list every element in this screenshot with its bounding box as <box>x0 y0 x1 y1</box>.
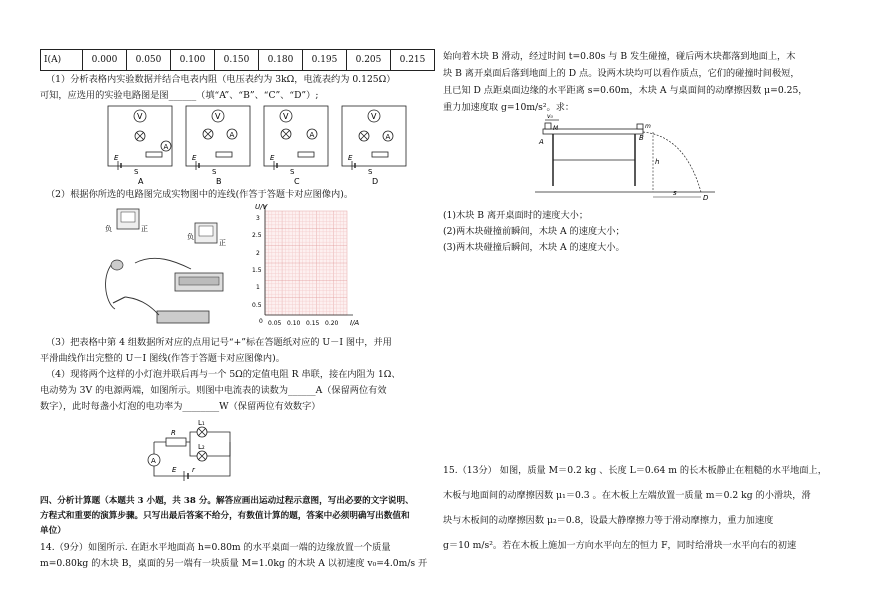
q15-line4: g＝10 m/s²。若在木板上施加一方向水平向左的恒力 F，同时给滑块一水平向右的初速 <box>443 540 797 551</box>
x-tick: 0.20 <box>325 320 339 327</box>
section4-line3: 单位） <box>40 526 66 536</box>
q14-line1: 14.（9分）如图所示. 在距水平地面高 h=0.80m 的水平桌面一端的边缘放置一个质量 <box>40 542 391 553</box>
svg-text:A: A <box>163 143 169 151</box>
q1-line2: 可知，应选用的实验电路图是图______（填“A”、“B”、“C”、“D”）; <box>40 90 319 101</box>
q14-sub3: (3)两木块碰撞后瞬间，木块 A 的速度大小。 <box>443 242 625 253</box>
section4-line1: 四、分析计算题（本题共 3 小题，共 38 分。解答应画出运动过程示意图，写出必要的文字说明、 <box>40 496 414 506</box>
q14-sub2: (2)两木块碰撞前瞬间，木块 A 的速度大小； <box>443 226 625 237</box>
circuit-a <box>108 106 172 176</box>
neg-label-2: 负 <box>187 233 194 241</box>
q14-cont-line4: 重力加速度取 g=10m/s²。求： <box>443 102 575 113</box>
small-circuit <box>140 420 250 488</box>
fig-m: m <box>645 123 651 130</box>
q14-line2: m=0.80kg 的木块 B，桌面的另一端有一块质量 M=1.0kg 的木块 A 以初速度 v₀=4.0m/s 开 <box>40 558 428 569</box>
fig-D: D <box>703 194 709 202</box>
q4-line1: （4）现将两个这样的小灯泡并联后再与一个 5Ω的定值电阻 R 串联，接在内阻为 1Ω、 <box>46 369 401 380</box>
table-cell: 0.205 <box>347 50 391 71</box>
q4-line2: 电动势为 3V 的电源两端，如图所示。则图中电流表的读数为______A（保留两位有效 <box>40 385 387 396</box>
svg-text:S: S <box>368 168 373 176</box>
label-r: R <box>171 429 176 437</box>
circuit-c <box>264 106 328 176</box>
data-table <box>40 49 435 71</box>
x-tick: 0.15 <box>306 320 320 327</box>
svg-text:V: V <box>137 112 143 121</box>
y-tick: 2 <box>256 250 260 257</box>
q14-cont-line3: 且已知 D 点距桌面边缘的水平距离 s=0.60m，木块 A 与桌面间的动摩擦因数 μ=0.25， <box>443 85 808 96</box>
svg-text:A: A <box>385 133 391 141</box>
q15-line2: 木板与地面间的动摩擦因数 μ₁＝0.3 。在木板上左端放置一质量 m＝0.2 kg 的小滑块，滑 <box>443 490 811 501</box>
q3-line1: （3）把表格中第 4 组数据所对应的点用记号“+”标在答题纸对应的 U－I 图中，并用 <box>46 337 392 348</box>
table-block-figure <box>535 113 725 204</box>
table-cell: 0.195 <box>303 50 347 71</box>
fig-v0: v₀ <box>547 113 553 120</box>
section4-line2: 方程式和重要的演算步骤。只写出最后答案不给分，有数值计算的题，答案中必须明确写出数值和 <box>40 511 410 521</box>
fig-B: B <box>639 134 644 142</box>
table-cell: 0.100 <box>171 50 215 71</box>
x-tick: 0.05 <box>268 320 282 327</box>
graph-origin: 0 <box>259 318 263 325</box>
q15-line3: 块与木板间的动摩擦因数 μ₂＝0.8，设最大静摩擦力等于滑动摩擦力，重力加速度 <box>443 515 774 526</box>
circuit-b <box>186 106 250 176</box>
circuit-label-c: C <box>294 177 300 186</box>
y-tick: 2.5 <box>252 232 262 239</box>
q2-text: （2）根据你所选的电路图完成实物图中的连线(作答于答题卡对应图像内)。 <box>46 189 354 200</box>
pos-label-1: 正 <box>141 225 148 233</box>
svg-text:S: S <box>290 168 295 176</box>
svg-text:S: S <box>134 168 139 176</box>
table-cell: 0.150 <box>215 50 259 71</box>
circuit-label-a: A <box>138 177 144 186</box>
q3-line2: 平滑曲线作出完整的 U－I 图线(作答于答题卡对应图像内)。 <box>40 353 285 364</box>
pos-label-2: 正 <box>219 239 226 247</box>
q1-line1: （1）分析表格内实验数据并结合电表内阻（电压表约为 3kΩ，电流表约为 0.125Ω） <box>46 74 396 85</box>
y-tick: 1 <box>256 284 260 291</box>
q14-sub1: (1)木块 B 离开桌面时的速度大小； <box>443 210 589 221</box>
table-cell: 0.180 <box>259 50 303 71</box>
svg-text:V: V <box>371 112 377 121</box>
fig-A: A <box>539 138 544 146</box>
table-header-cell: I(A) <box>41 50 83 71</box>
apparatus-sketch <box>95 203 245 328</box>
circuit-diagrams <box>100 104 420 188</box>
neg-label-1: 负 <box>105 225 112 233</box>
svg-text:E: E <box>114 154 119 162</box>
fig-h: h <box>655 158 660 166</box>
q4-line3: 数字），此时每盏小灯泡的电功率为________W（保留两位有效数字） <box>40 401 321 412</box>
svg-text:E: E <box>348 154 353 162</box>
svg-text:V: V <box>283 112 289 121</box>
svg-text:V: V <box>215 112 221 121</box>
table-cell: 0.215 <box>391 50 435 71</box>
q15-line1: 15.（13分） 如图，质量 M＝0.2 kg 、长度 L＝0.64 m 的长木板静止在粗糙的水平地面上， <box>443 465 827 476</box>
svg-text:S: S <box>212 168 217 176</box>
ui-graph <box>250 203 365 328</box>
y-tick: 1.5 <box>252 267 262 274</box>
circuit-label-d: D <box>372 177 379 186</box>
fig-s: s <box>673 189 677 197</box>
y-tick: 3 <box>256 215 260 222</box>
table-cell: 0.000 <box>83 50 127 71</box>
y-tick: 0.5 <box>252 302 262 309</box>
graph-ylabel: U/V <box>255 203 268 211</box>
label-l2: L₂ <box>198 443 205 451</box>
circuit-label-b: B <box>216 177 222 186</box>
svg-text:E: E <box>270 154 275 162</box>
q14-cont-line1: 始向着木块 B 滑动，经过时间 t=0.80s 与 B 发生碰撞，碰后两木块都落到地面上，木 <box>443 51 796 62</box>
q14-cont-line2: 块 B 离开桌面后落到地面上的 D 点。设两木块均可以看作质点，它们的碰撞时间极短， <box>443 68 800 79</box>
label-e: E <box>172 466 177 474</box>
table-cell: 0.050 <box>127 50 171 71</box>
table-row <box>41 50 435 71</box>
label-r-internal: r <box>192 466 195 474</box>
fig-M: M <box>553 125 559 132</box>
svg-text:E: E <box>192 154 197 162</box>
label-l1: L₁ <box>198 419 205 427</box>
graph-xlabel: I/A <box>350 319 360 327</box>
svg-text:A: A <box>309 131 315 139</box>
svg-text:A: A <box>229 131 235 139</box>
label-ammeter: A <box>151 457 156 465</box>
circuit-d <box>342 106 406 176</box>
x-tick: 0.10 <box>287 320 301 327</box>
